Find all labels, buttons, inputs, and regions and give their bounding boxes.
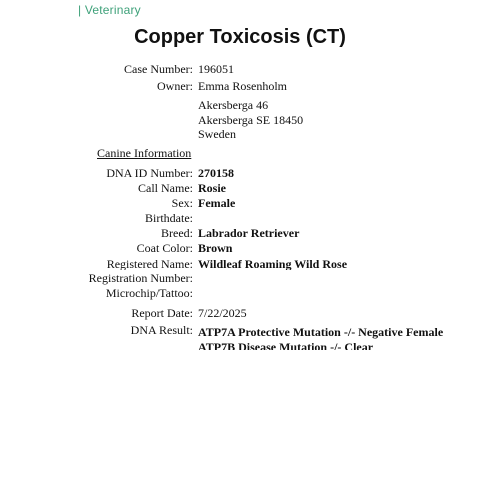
case-number-label: Case Number: xyxy=(124,62,193,76)
dna-id-value: 270158 xyxy=(198,166,234,180)
registered-name-label: Registered Name: xyxy=(106,257,193,270)
brand-label: | Veterinary xyxy=(78,3,141,17)
owner-label: Owner: xyxy=(157,79,193,93)
breed-label: Breed: xyxy=(161,226,193,240)
dna-id-label: DNA ID Number: xyxy=(106,166,193,180)
report-date-label: Report Date: xyxy=(131,306,193,320)
section-heading-canine-information: Canine Information xyxy=(97,146,192,160)
owner-name: Emma Rosenholm xyxy=(198,79,287,93)
sex-label: Sex: xyxy=(171,196,193,210)
microchip-label: Microchip/Tattoo: xyxy=(105,286,193,300)
address-line-1: Akersberga 46 xyxy=(198,98,269,112)
registration-number-label: Registration Number: xyxy=(88,271,193,285)
call-name-label: Call Name: xyxy=(138,181,193,195)
address-line-2: Akersberga SE 18450 xyxy=(198,113,304,127)
dna-result-line-2: ATP7B Disease Mutation -/- Clear xyxy=(198,340,374,350)
coat-color-label: Coat Color: xyxy=(136,241,193,255)
dna-result-label: DNA Result: xyxy=(130,323,193,337)
sex-value: Female xyxy=(198,196,236,210)
case-number-value: 196051 xyxy=(198,62,234,76)
call-name-value: Rosie xyxy=(198,181,226,195)
breed-value: Labrador Retriever xyxy=(198,226,300,240)
registered-name-value: Wildleaf Roaming Wild Rose xyxy=(198,257,348,270)
birthdate-label: Birthdate: xyxy=(145,211,193,225)
address-line-3: Sweden xyxy=(198,127,236,141)
page-title: Copper Toxicosis (CT) xyxy=(134,26,346,48)
report-date-value: 7/22/2025 xyxy=(198,306,247,320)
coat-color-value: Brown xyxy=(198,241,233,255)
dna-result-line-1: ATP7A Protective Mutation -/- Negative Female xyxy=(198,325,444,339)
